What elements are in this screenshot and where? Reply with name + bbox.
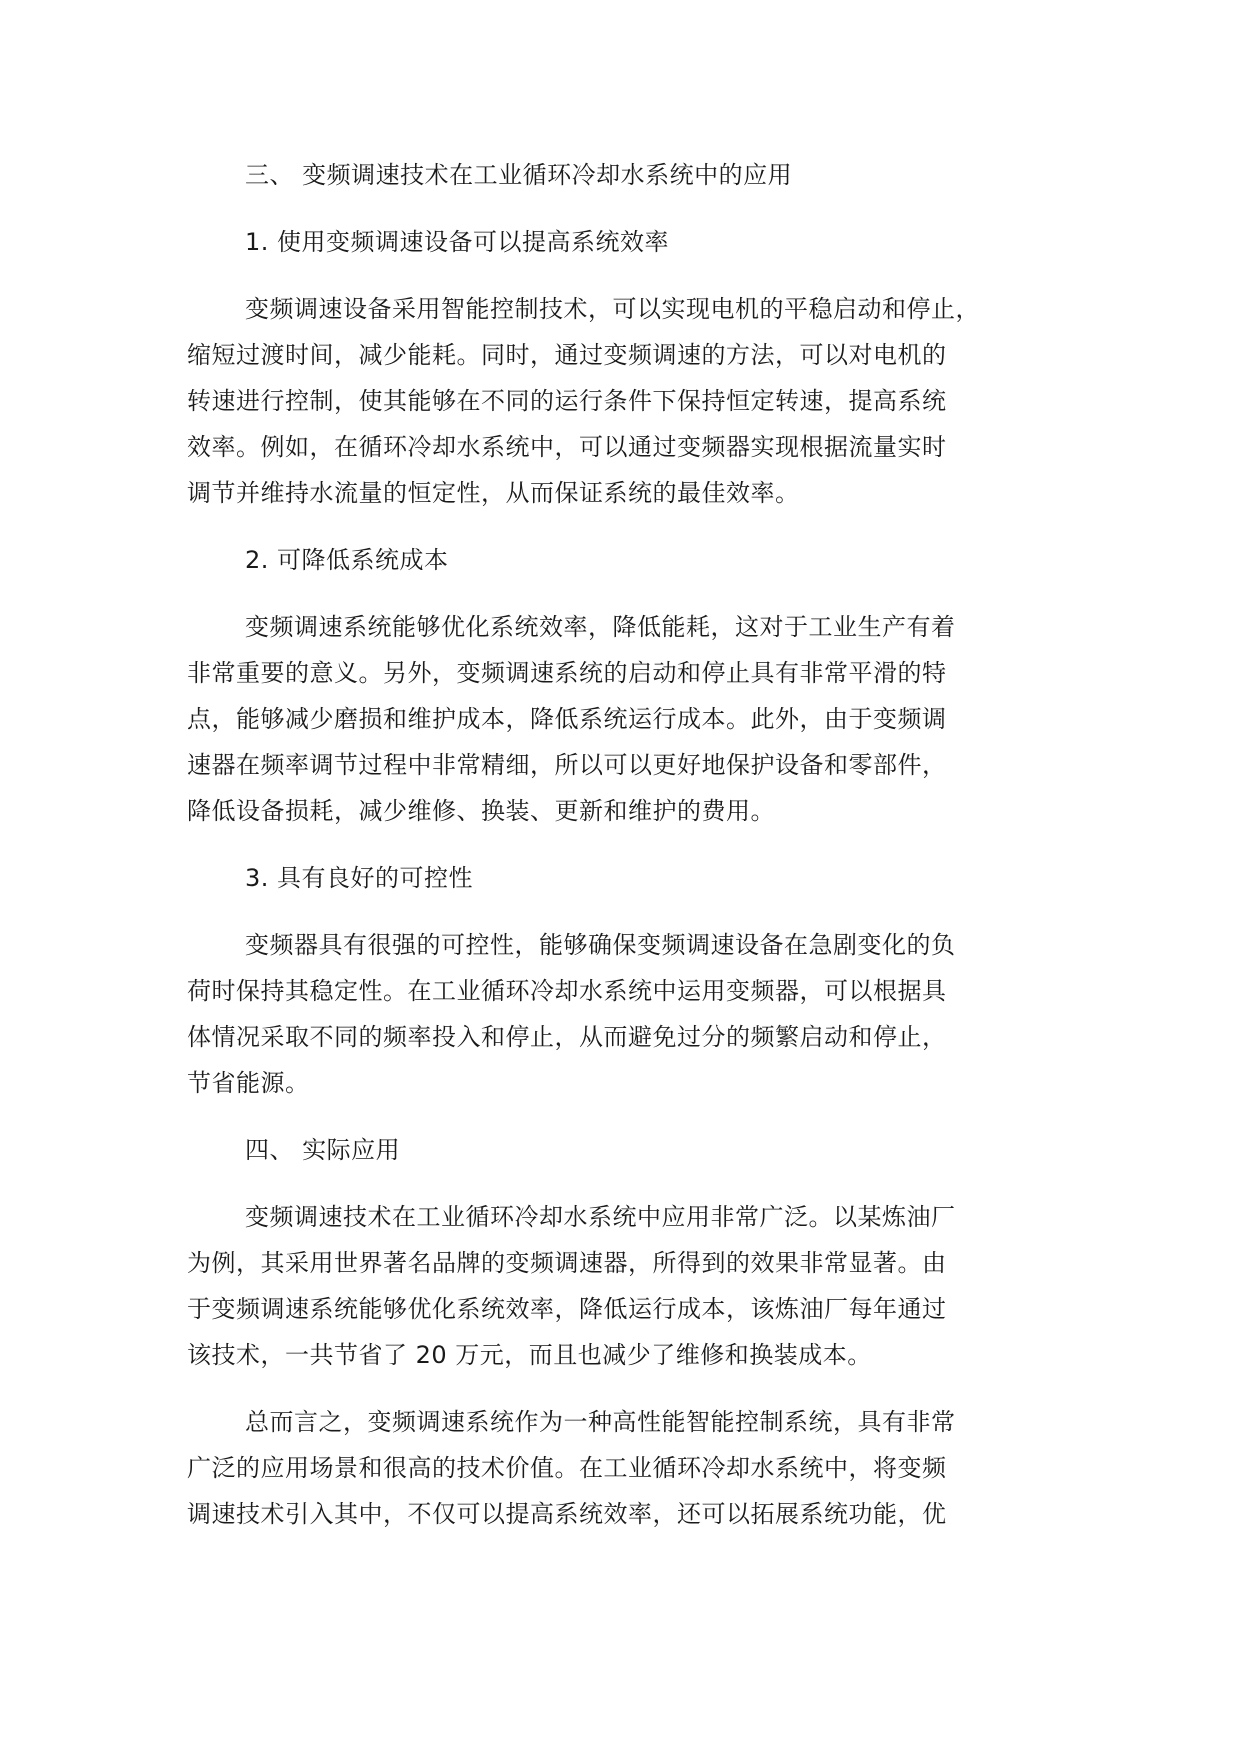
paragraph-line: 速器在频率调节过程中非常精细，所以可以更好地保护设备和零部件， — [187, 751, 947, 779]
paragraph-line: 变频器具有很强的可控性，能够确保变频调速设备在急剧变化的负 — [245, 931, 956, 959]
paragraph-line: 为例，其采用世界著名品牌的变频调速器，所得到的效果非常显著。由 — [187, 1249, 947, 1277]
paragraph-line: 降低设备损耗，减少维修、换装、更新和维护的费用。 — [187, 797, 775, 825]
paragraph-line: 节省能源。 — [187, 1069, 310, 1097]
paragraph-line: 体情况采取不同的频率投入和停止，从而避免过分的频繁启动和停止， — [187, 1023, 947, 1051]
paragraph — [187, 922, 1067, 1106]
paragraph — [187, 286, 1067, 516]
paragraph-line: 总而言之，变频调速系统作为一种高性能智能控制系统，具有非常 — [245, 1408, 956, 1436]
paragraph-line: 调节并维持水流量的恒定性，从而保证系统的最佳效率。 — [187, 479, 800, 507]
paragraph-line: 调速技术引入其中，不仅可以提高系统效率，还可以拓展系统功能，优 — [187, 1500, 947, 1528]
document-body — [187, 152, 1067, 1537]
paragraph-line: 该技术，一共节省了 20 万元，而且也减少了维修和换装成本。 — [187, 1341, 872, 1369]
paragraph-line: 变频调速系统能够优化系统效率，降低能耗，这对于工业生产有着 — [245, 613, 956, 641]
section-heading: 四、 实际应用 — [245, 1136, 401, 1164]
paragraph — [187, 1399, 1067, 1537]
paragraph-line: 效率。例如，在循环冷却水系统中，可以通过变频器实现根据流量实时 — [187, 433, 947, 461]
subsection-heading: 2. 可降低系统成本 — [245, 546, 449, 574]
subsection-heading: 1. 使用变频调速设备可以提高系统效率 — [245, 228, 670, 256]
section-heading: 三、 变频调速技术在工业循环冷却水系统中的应用 — [245, 161, 793, 189]
paragraph-line: 变频调速技术在工业循环冷却水系统中应用非常广泛。以某炼油厂 — [245, 1203, 956, 1231]
paragraph — [187, 1194, 1067, 1378]
paragraph-line: 广泛的应用场景和很高的技术价值。在工业循环冷却水系统中，将变频 — [187, 1454, 947, 1482]
paragraph-line: 于变频调速系统能够优化系统效率，降低运行成本，该炼油厂每年通过 — [187, 1295, 947, 1323]
paragraph-line: 点，能够减少磨损和维护成本，降低系统运行成本。此外，由于变频调 — [187, 705, 947, 733]
paragraph-line: 非常重要的意义。另外，变频调速系统的启动和停止具有非常平滑的特 — [187, 659, 947, 687]
subsection-heading: 3. 具有良好的可控性 — [245, 864, 474, 892]
paragraph-line: 转速进行控制，使其能够在不同的运行条件下保持恒定转速，提高系统 — [187, 387, 947, 415]
paragraph-line: 变频调速设备采用智能控制技术，可以实现电机的平稳启动和停止， — [245, 295, 980, 323]
paragraph-line: 荷时保持其稳定性。在工业循环冷却水系统中运用变频器，可以根据具 — [187, 977, 947, 1005]
paragraph — [187, 604, 1067, 834]
paragraph-line: 缩短过渡时间，减少能耗。同时，通过变频调速的方法，可以对电机的 — [187, 341, 947, 369]
